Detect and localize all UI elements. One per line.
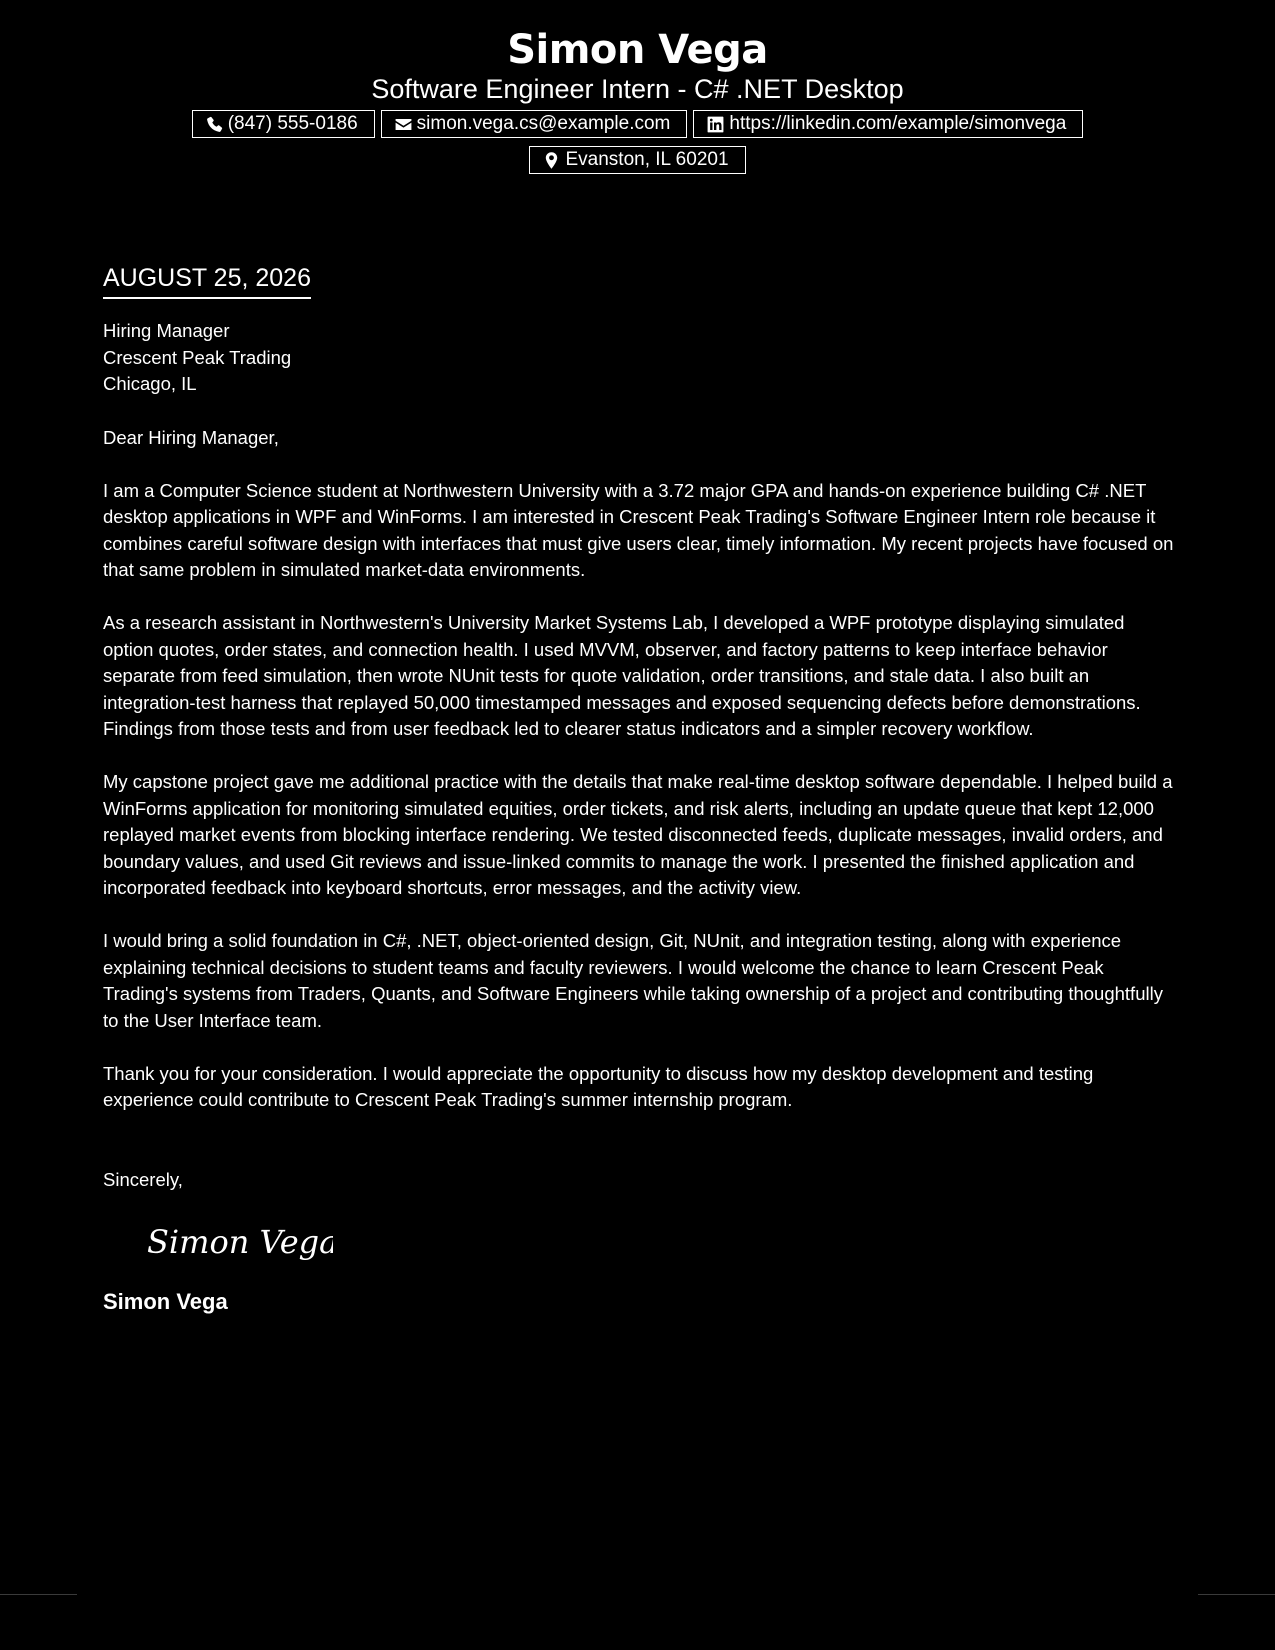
contact-location — [529, 146, 745, 174]
applicant-name: Simon Vega — [507, 27, 768, 73]
contact-list — [168, 110, 1108, 174]
letter-header — [0, 24, 1275, 174]
paragraph-intro: I am a Computer Science student at Northwestern University with a 3.72 major GPA and hands-on experience building C# .NET desktop applications in WPF and WinForms. I am interested in Crescent Peak Trading's Software Engineer Intern role because it combines careful software design with interfaces that must give users clear, timely information. My recent projects have focused on that same problem in simulated market-data environments. — [103, 479, 1174, 580]
contact-location-text: Evanston, IL 60201 — [565, 149, 729, 170]
contact-linkedin-text: https://linkedin.com/example/simonvega — [729, 113, 1067, 134]
applicant-role: Software Engineer Intern - C# .NET Desktop — [371, 74, 904, 104]
paragraph-capstone: My capstone project gave me additional practice with the details that make real-time desktop software dependable. I helped build a WinForms application for monitoring simulated equities, order tickets, and risk alerts, including an update queue that kept 12,000 replayed market events from blocking interface rendering. We tested disconnected feeds, duplicate messages, invalid orders, and boundary values, and used Git reviews and issue-linked commits to manage the work. I presented the finished application and incorporated feedback into keyboard shortcuts, error messages, and the activity view. — [103, 771, 1173, 898]
signed-name: Simon Vega — [103, 1288, 228, 1314]
contact-email[interactable] — [381, 110, 688, 138]
contact-email-text: simon.vega.cs@example.com — [416, 113, 671, 134]
letter-date: AUGUST 25, 2026 — [103, 262, 311, 299]
signature-text: Simon Vega — [147, 1223, 333, 1261]
contact-phone[interactable] — [192, 110, 375, 138]
recipient-company: Crescent Peak Trading — [103, 346, 292, 368]
contact-linkedin[interactable] — [693, 110, 1083, 138]
recipient-location: Chicago, IL — [103, 373, 197, 394]
footer-rule-right — [1198, 1594, 1275, 1595]
envelope-icon — [394, 115, 413, 134]
closing: Sincerely, — [103, 1168, 183, 1190]
handwritten-signature — [143, 1211, 333, 1271]
recipient-title: Hiring Manager — [103, 320, 230, 341]
footer-rule-left — [0, 1594, 77, 1595]
paragraph-thanks: Thank you for your consideration. I would appreciate the opportunity to discuss how my desktop development and testing experience could contribute to Crescent Peak Trading's summer internship program. — [103, 1062, 1094, 1110]
map-pin-icon — [542, 151, 561, 170]
contact-phone-text: (847) 555-0186 — [227, 113, 358, 134]
paragraph-research: As a research assistant in Northwestern's University Market Systems Lab, I developed a WPF prototype displaying simulated option quotes, order states, and connection health. I used MVVM, observer, and factory patterns to keep interface behavior separate from feed simulation, then wrote NUnit tests for quote validation, order transitions, and stale data. I also built an integration-test harness that replayed 50,000 timestamped messages and exposed sequencing defects before demonstrations. Findings from those tests and from user feedback led to clearer status indicators and a simpler recovery workflow. — [103, 612, 1141, 739]
salutation: Dear Hiring Manager, — [103, 426, 279, 448]
paragraph-skills: I would bring a solid foundation in C#, .NET, object-oriented design, Git, NUnit, and integration testing, along with experience explaining technical decisions to student teams and faculty reviewers. I would welcome the chance to learn Crescent Peak Trading's systems from Traders, Quants, and Software Engineers while taking ownership of a project and contributing thoughtfully to the User Interface team. — [103, 930, 1163, 1031]
letter-body — [103, 262, 1178, 1317]
recipient-block — [103, 318, 1178, 398]
linkedin-icon — [706, 115, 725, 134]
phone-icon — [205, 115, 224, 134]
